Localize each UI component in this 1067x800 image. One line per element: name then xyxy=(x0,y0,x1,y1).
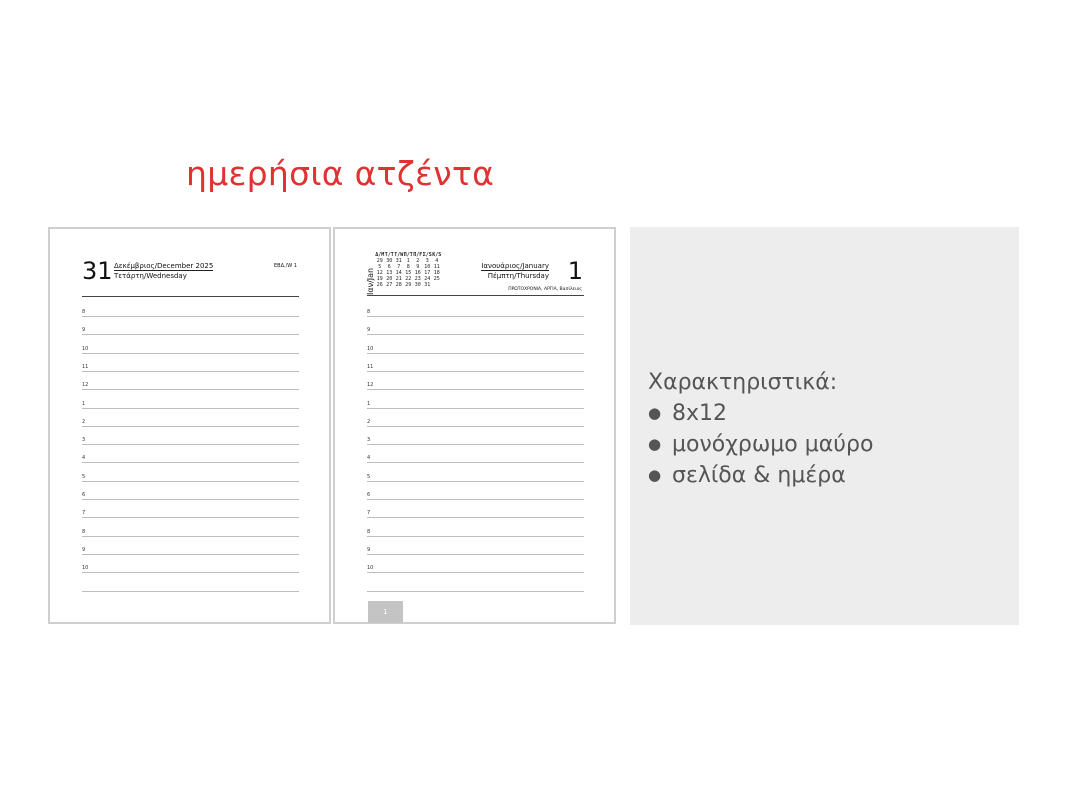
mini-calendar-day: 13 xyxy=(386,270,393,276)
hour-label: 9 xyxy=(367,327,371,334)
hour-label: 5 xyxy=(367,473,371,480)
hour-line xyxy=(367,316,584,317)
hour-line xyxy=(367,371,584,372)
mini-calendar-day: 16 xyxy=(414,270,421,276)
hour-line xyxy=(82,353,299,354)
diary-page-right xyxy=(333,227,616,624)
hour-line xyxy=(367,389,584,390)
hour-line xyxy=(82,426,299,427)
hour-label: 12 xyxy=(82,382,89,389)
hour-label: 9 xyxy=(367,546,371,553)
hour-label: 11 xyxy=(82,363,89,370)
hour-label: 9 xyxy=(82,327,86,334)
mini-calendar-day: 26 xyxy=(376,282,383,288)
mini-calendar xyxy=(375,252,442,288)
hour-label: 1 xyxy=(367,400,371,407)
mini-calendar-day: 2 xyxy=(416,258,420,264)
mini-calendar-weekday: T/T xyxy=(384,252,394,258)
hour-label: 6 xyxy=(82,492,86,498)
hour-label: 2 xyxy=(367,418,371,425)
hour-label: 10 xyxy=(82,345,89,352)
hour-line xyxy=(367,536,584,537)
day-number: 1 xyxy=(567,257,583,285)
hour-label: 10 xyxy=(367,565,374,572)
hour-line xyxy=(82,481,299,482)
hour-line xyxy=(82,389,299,390)
weekday-line: Τετάρτη/Wednesday xyxy=(114,272,187,280)
mini-calendar-day: 3 xyxy=(425,258,429,264)
hour-line xyxy=(367,572,584,573)
features-heading: Χαρακτηριστικά: xyxy=(648,370,838,395)
features-panel xyxy=(630,227,1019,625)
hour-line xyxy=(82,554,299,555)
hour-line xyxy=(367,353,584,354)
mini-calendar-day: 30 xyxy=(414,282,421,288)
mini-calendar-day: 27 xyxy=(386,282,393,288)
hour-line xyxy=(82,591,299,592)
mini-calendar-weekday: Σ/S xyxy=(422,252,432,258)
hour-label: 3 xyxy=(82,437,86,444)
hour-line xyxy=(367,591,584,592)
mini-calendar-day: 28 xyxy=(395,282,402,288)
diary-page-left xyxy=(48,227,331,624)
mini-calendar-day: 14 xyxy=(395,270,402,276)
header-separator xyxy=(82,296,299,297)
mini-calendar-day: 5 xyxy=(378,264,382,270)
mini-calendar-day: 6 xyxy=(387,264,391,270)
mini-calendar-day: 22 xyxy=(405,276,412,282)
hour-line xyxy=(82,572,299,573)
features-list xyxy=(648,367,873,491)
month-line: Ιανουάριος/January xyxy=(481,262,549,270)
mini-calendar-weekday: Π/F xyxy=(413,252,423,258)
mini-calendar-day: 7 xyxy=(397,264,401,270)
hour-line xyxy=(367,481,584,482)
hour-label: 10 xyxy=(367,345,374,352)
hour-label: 1 xyxy=(82,400,86,407)
hour-label: 7 xyxy=(367,510,371,517)
hour-line xyxy=(367,554,584,555)
weekday-line: Πέμπτη/Thursday xyxy=(487,272,549,280)
mini-calendar-day: 20 xyxy=(386,276,393,282)
hour-label: 8 xyxy=(367,528,371,535)
hour-line xyxy=(82,316,299,317)
mini-calendar-day: 12 xyxy=(376,270,383,276)
hour-line xyxy=(367,462,584,463)
hour-label: 4 xyxy=(82,455,86,462)
mini-calendar-day: 23 xyxy=(414,276,421,282)
mini-calendar-day: 29 xyxy=(405,282,412,288)
hour-line xyxy=(367,517,584,518)
hour-line xyxy=(367,426,584,427)
feature-item: ● 8x12 xyxy=(648,398,873,429)
hour-label: 12 xyxy=(367,382,374,389)
mini-calendar-day: 31 xyxy=(395,258,402,264)
hour-line xyxy=(82,334,299,335)
hour-line xyxy=(82,408,299,409)
hour-label: 11 xyxy=(367,363,374,370)
mini-calendar-weekday: Π/T xyxy=(403,252,413,258)
hour-line xyxy=(367,499,584,500)
mini-calendar-day: 21 xyxy=(395,276,402,282)
mini-calendar-weekday: Δ/M xyxy=(375,252,385,258)
mini-calendar-weeks xyxy=(375,258,442,288)
hour-label: 5 xyxy=(82,473,86,480)
mini-calendar-day: 4 xyxy=(435,258,439,264)
hour-line xyxy=(367,408,584,409)
mini-calendar-day: 18 xyxy=(433,270,440,276)
names-line: ΠΡΩΤΟΧΡΟΝΙΑ, ΑΡΓΙΑ, Βασίλειος xyxy=(508,287,582,292)
hour-line xyxy=(82,444,299,445)
feature-item: ● μονόχρωμο μαύρο xyxy=(648,429,873,460)
hour-line xyxy=(82,371,299,372)
hour-line xyxy=(82,517,299,518)
mini-calendar-day: 30 xyxy=(386,258,393,264)
feature-item: ● σελίδα & ημέρα xyxy=(648,460,873,491)
month-vertical-label: Ιαν/Jan xyxy=(366,267,375,295)
month-line: Δεκέμβριος/December 2025 xyxy=(114,262,214,270)
page-number: 1 xyxy=(368,601,403,623)
hour-label: 7 xyxy=(82,510,86,517)
mini-calendar-day: 11 xyxy=(433,264,440,270)
hour-label: 3 xyxy=(367,437,371,444)
mini-calendar-day: 25 xyxy=(433,276,440,282)
hour-label: 10 xyxy=(82,565,89,572)
mini-calendar-day: 8 xyxy=(406,264,410,270)
page-title: ημερήσια ατζέντα xyxy=(186,154,495,193)
mini-calendar-day: 17 xyxy=(424,270,431,276)
mini-calendar-day: 31 xyxy=(424,282,431,288)
hour-line xyxy=(367,334,584,335)
hour-label: 8 xyxy=(82,309,86,315)
mini-calendar-day: 10 xyxy=(424,264,431,270)
hour-line xyxy=(82,499,299,500)
mini-calendar-day: 19 xyxy=(376,276,383,282)
hour-line xyxy=(367,444,584,445)
hour-label: 2 xyxy=(82,418,86,425)
mini-calendar-day: 1 xyxy=(406,258,410,264)
mini-calendar-day: 9 xyxy=(416,264,420,270)
mini-calendar-day: 24 xyxy=(424,276,431,282)
mini-calendar-week xyxy=(375,282,442,288)
mini-calendar-weekday: K/S xyxy=(432,252,442,258)
hour-label: 8 xyxy=(367,309,371,315)
week-label: ΕΒΔ./W 1 xyxy=(274,263,297,269)
hour-label: 4 xyxy=(367,455,371,462)
hour-label: 8 xyxy=(82,528,86,535)
hour-line xyxy=(82,462,299,463)
mini-calendar-day: 15 xyxy=(405,270,412,276)
header-separator xyxy=(367,295,584,296)
hour-line xyxy=(82,536,299,537)
mini-calendar-weekday: T/W xyxy=(394,252,404,258)
day-number: 31 xyxy=(82,257,113,285)
hour-label: 6 xyxy=(367,492,371,498)
hour-label: 9 xyxy=(82,546,86,553)
mini-calendar-day xyxy=(432,282,442,288)
mini-calendar-day: 29 xyxy=(376,258,383,264)
